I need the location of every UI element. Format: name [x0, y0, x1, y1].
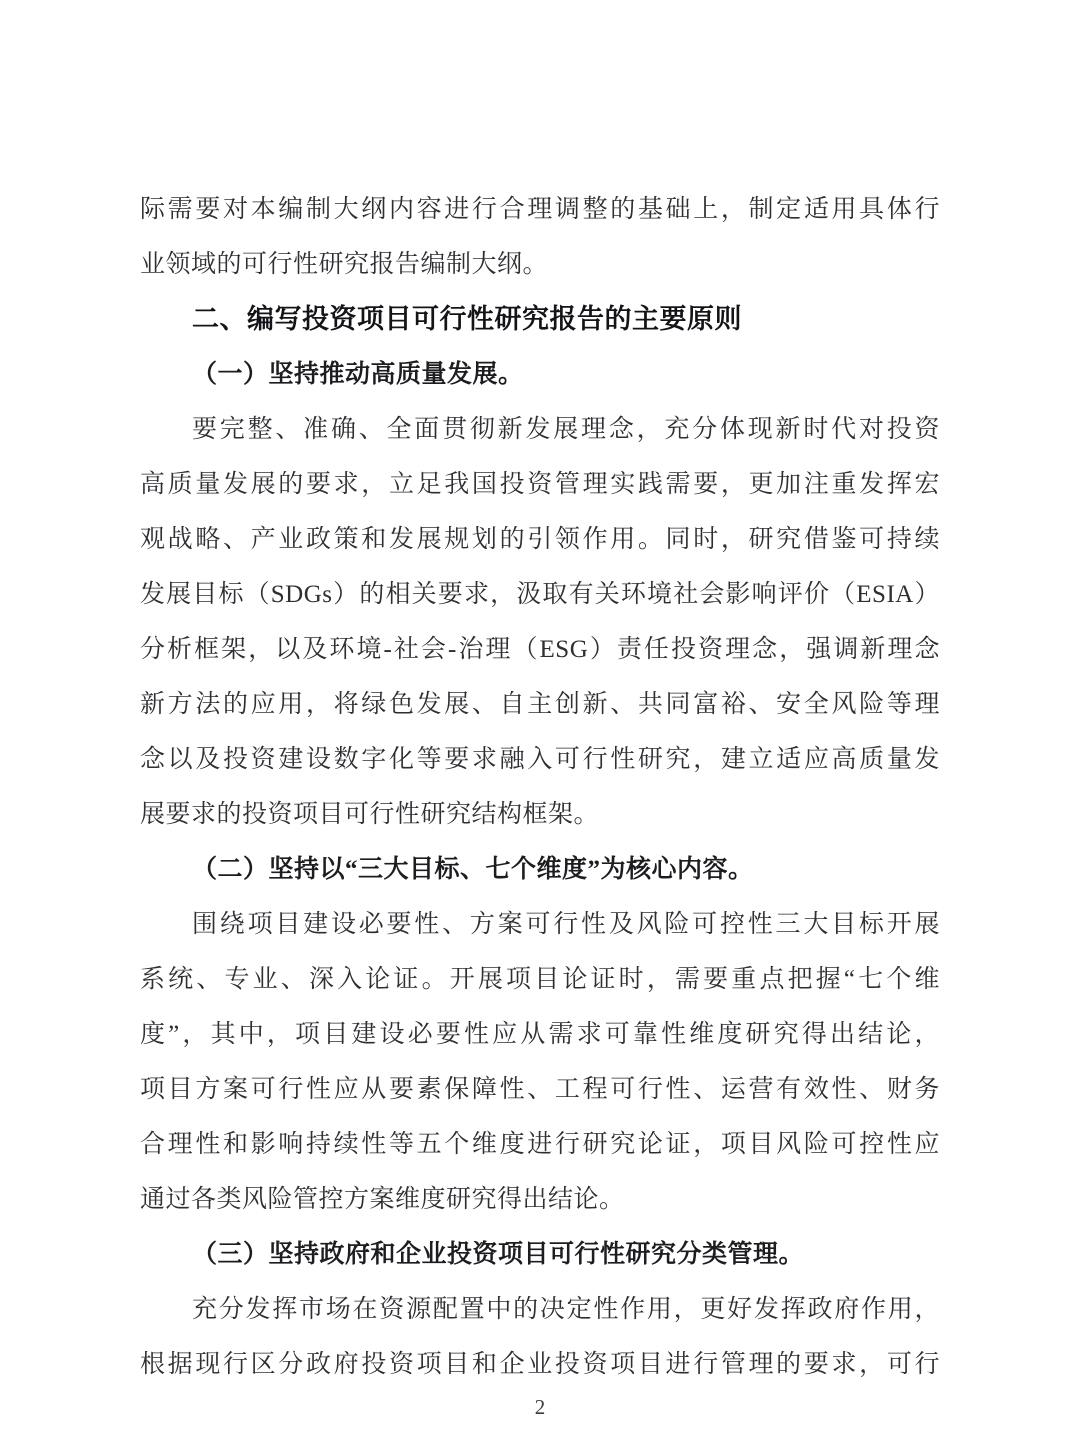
document-line: 高质量发展的要求，立足我国投资管理实践需要，更加注重发挥宏 [140, 471, 940, 498]
sub-heading: （二）坚持以“三大目标、七个维度”为核心内容。 [192, 856, 754, 883]
document-line: 围绕项目建设必要性、方案可行性及风险可控性三大目标开展 [192, 911, 940, 938]
section-heading: 二、编写投资项目可行性研究报告的主要原则 [192, 304, 742, 334]
sub-heading: （一）坚持推动高质量发展。 [192, 361, 524, 388]
document-line: 根据现行区分政府投资项目和企业投资项目进行管理的要求，可行 [140, 1351, 940, 1378]
document-line: 展要求的投资项目可行性研究结构框架。 [140, 801, 600, 828]
document-line: 念以及投资建设数字化等要求融入可行性研究，建立适应高质量发 [140, 746, 940, 773]
document-line: 际需要对本编制大纲内容进行合理调整的基础上，制定适用具体行 [140, 196, 940, 223]
document-line: 充分发挥市场在资源配置中的决定性作用，更好发挥政府作用， [192, 1296, 940, 1323]
document-body [140, 182, 940, 1392]
document-line: 观战略、产业政策和发展规划的引领作用。同时，研究借鉴可持续 [140, 526, 940, 553]
document-line: 分析框架，以及环境-社会-治理（ESG）责任投资理念，强调新理念 [140, 636, 940, 663]
document-line: 通过各类风险管控方案维度研究得出结论。 [140, 1186, 625, 1213]
document-line: 要完整、准确、全面贯彻新发展理念，充分体现新时代对投资 [192, 416, 940, 443]
sub-heading: （三）坚持政府和企业投资项目可行性研究分类管理。 [192, 1241, 805, 1268]
document-line: 合理性和影响持续性等五个维度进行研究论证，项目风险可控性应 [140, 1131, 940, 1158]
document-line: 度”，其中，项目建设必要性应从需求可靠性维度研究得出结论， [140, 1021, 940, 1048]
document-line: 新方法的应用，将绿色发展、自主创新、共同富裕、安全风险等理 [140, 691, 940, 718]
page-number: 2 [534, 1395, 546, 1419]
document-line: 业领域的可行性研究报告编制大纲。 [140, 251, 549, 278]
document-line: 系统、专业、深入论证。开展项目论证时，需要重点把握“七个维 [140, 966, 940, 993]
document-line: 项目方案可行性应从要素保障性、工程可行性、运营有效性、财务 [140, 1076, 940, 1103]
document-line: 发展目标（SDGs）的相关要求，汲取有关环境社会影响评价（ESIA） [140, 581, 940, 608]
